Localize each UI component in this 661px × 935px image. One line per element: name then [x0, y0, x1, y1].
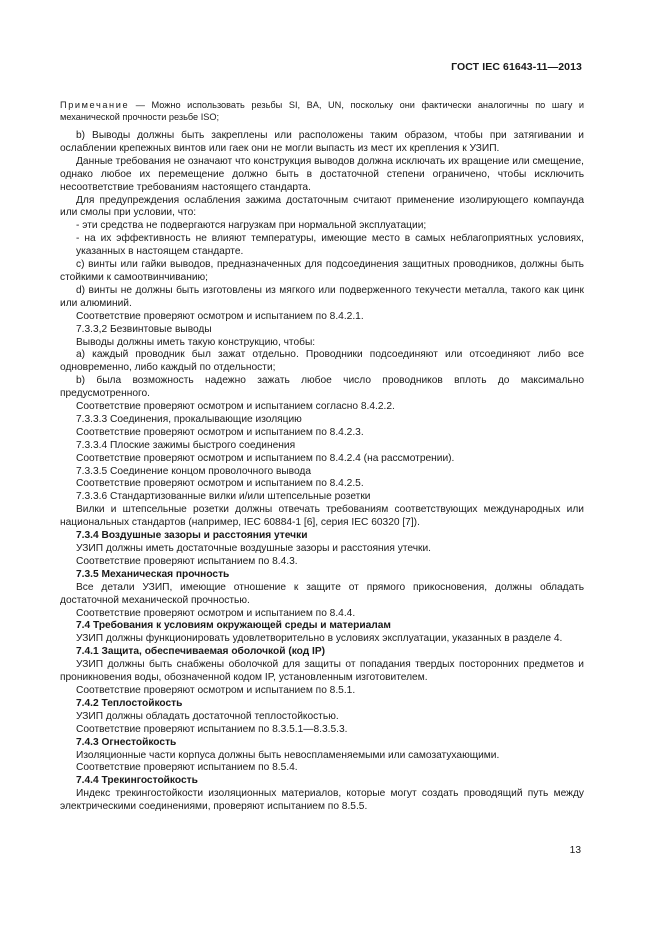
section-heading: 7.4.3 Огнестойкость: [76, 736, 177, 748]
paragraph: Для предупреждения ослабления зажима достаточным считают применение изолирующего компаунда или смолы при условии, что:: [60, 194, 584, 219]
paragraph: Соответствие проверяют испытанием по 8.4.3.: [76, 555, 298, 567]
paragraph: - на их эффективность не влияют температуры, имеющие место в самых неблагоприятных условиях, указанных в настоящем стандарте.: [76, 233, 584, 258]
paragraph: Вилки и штепсельные розетки должны отвечать требованиям соответствующих международных или национальных стандартов (например, IEC 60884-1 [6], серия IEC 60320 [7]).: [60, 504, 584, 529]
paragraph: - эти средства не подвергаются нагрузкам при нормальной эксплуатации;: [76, 220, 427, 232]
paragraph: УЗИП должны иметь достаточные воздушные зазоры и расстояния утечки.: [76, 543, 431, 554]
section-heading: 7.4.2 Теплостойкость: [76, 697, 183, 709]
paragraph: Соответствие проверяют осмотром и испытанием по 8.5.1.: [76, 684, 356, 696]
paragraph: Соответствие проверяют испытанием по 8.3.5.1—8.3.5.3.: [76, 723, 348, 735]
paragraph: Соответствие проверяют осмотром и испытанием по 8.4.2.5.: [76, 478, 364, 490]
note-text: — Можно использовать резьбы SI, BA, UN, поскольку они фактически аналогичны по шагу и механической прочности резьбе ISO;: [60, 100, 584, 122]
paragraph: 7.3.3.4 Плоские зажимы быстрого соединения: [76, 439, 296, 451]
note-paragraph: [60, 99, 584, 123]
paragraph-list: [60, 130, 584, 814]
page-number: 13: [569, 845, 581, 856]
section-heading: 7.4.4 Трекингостойкость: [76, 775, 198, 787]
paragraph: Все детали УЗИП, имеющие отношение к защите от прямого прикосновения, должны обладать достаточной механической прочностью.: [60, 581, 584, 606]
paragraph: Соответствие проверяют осмотром и испытанием по 8.4.2.1.: [76, 310, 364, 322]
paragraph: УЗИП должны обладать достаточной теплостойкостью.: [76, 710, 339, 722]
paragraph: b) была возможность надежно зажать любое число проводников вплоть до максимально предусмотренного.: [60, 375, 584, 400]
paragraph: а) каждый проводник был зажат отдельно. Проводники подсоединяют или отсоединяют либо все одновременно, либо каждый по отдельности;: [60, 349, 584, 374]
standard-header: ГОСТ IEC 61643-11—2013: [451, 61, 582, 73]
paragraph: b) Выводы должны быть закреплены или расположены таким образом, чтобы при затягивании и ослаблении крепежных винтов или гаек они не могли выпасть из мест их крепления к УЗИП.: [60, 130, 584, 154]
section-heading: 7.3.5 Механическая прочность: [76, 568, 230, 580]
paragraph: УЗИП должны функционировать удовлетворительно в условиях эксплуатации, указанных в разделе 4.: [76, 633, 563, 645]
paragraph: 7.3.3,2 Безвинтовые выводы: [76, 323, 212, 335]
paragraph: Соответствие проверяют осмотром и испытанием согласно 8.4.2.2.: [76, 401, 395, 413]
paragraph: Соответствие проверяют осмотром и испытанием по 8.4.4.: [76, 607, 356, 619]
paragraph: Соответствие проверяют осмотром и испытанием по 8.4.2.4 (на рассмотрении).: [76, 452, 455, 464]
paragraph: 7.3.3.6 Стандартизованные вилки и/или штепсельные розетки: [76, 491, 371, 503]
paragraph: Данные требования не означают что конструкция выводов должна исключать их вращение или смещение, однако любое их перемещение должно быть в достаточной степени ограничено, чтобы исключить несоответствие требованиям настоящего стандарта.: [60, 155, 584, 193]
paragraph: d) винты не должны быть изготовлены из мягкого или подверженного текучести металла, такого как цинк или алюминий.: [60, 284, 584, 309]
document-body: [60, 99, 584, 814]
note-lead: Примечание: [60, 100, 130, 110]
section-heading: 7.4.1 Защита, обеспечиваемая оболочкой (код IP): [76, 646, 326, 658]
paragraph: c) винты или гайки выводов, предназначенных для подсоединения защитных проводников, должны быть стойкими к самоотвинчиванию;: [60, 259, 584, 283]
section-heading: 7.4 Требования к условиям окружающей среды и материалам: [76, 620, 391, 632]
paragraph: Соответствие проверяют испытанием по 8.5.4.: [76, 762, 298, 774]
paragraph: Выводы должны иметь такую конструкцию, чтобы:: [76, 336, 316, 348]
paragraph: Изоляционные части корпуса должны быть невоспламеняемыми или самозатухающими.: [76, 749, 500, 761]
paragraph: 7.3.3.5 Соединение концом проволочного вывода: [76, 465, 312, 477]
paragraph: УЗИП должны быть снабжены оболочкой для защиты от попадания твердых посторонних предметов и проникновения воды, обозначенной кодом IP, установленным изготовителем.: [60, 659, 584, 684]
section-heading: 7.3.4 Воздушные зазоры и расстояния утечки: [76, 530, 308, 542]
paragraph: Соответствие проверяют осмотром и испытанием по 8.4.2.3.: [76, 426, 364, 438]
paragraph: 7.3.3.3 Соединения, прокалывающие изоляцию: [76, 413, 302, 425]
paragraph: Индекс трекингостойкости изоляционных материалов, которые могут создать проводящий путь между электрическими соединениями, проверяют испытанием по 8.5.5.: [60, 788, 584, 813]
